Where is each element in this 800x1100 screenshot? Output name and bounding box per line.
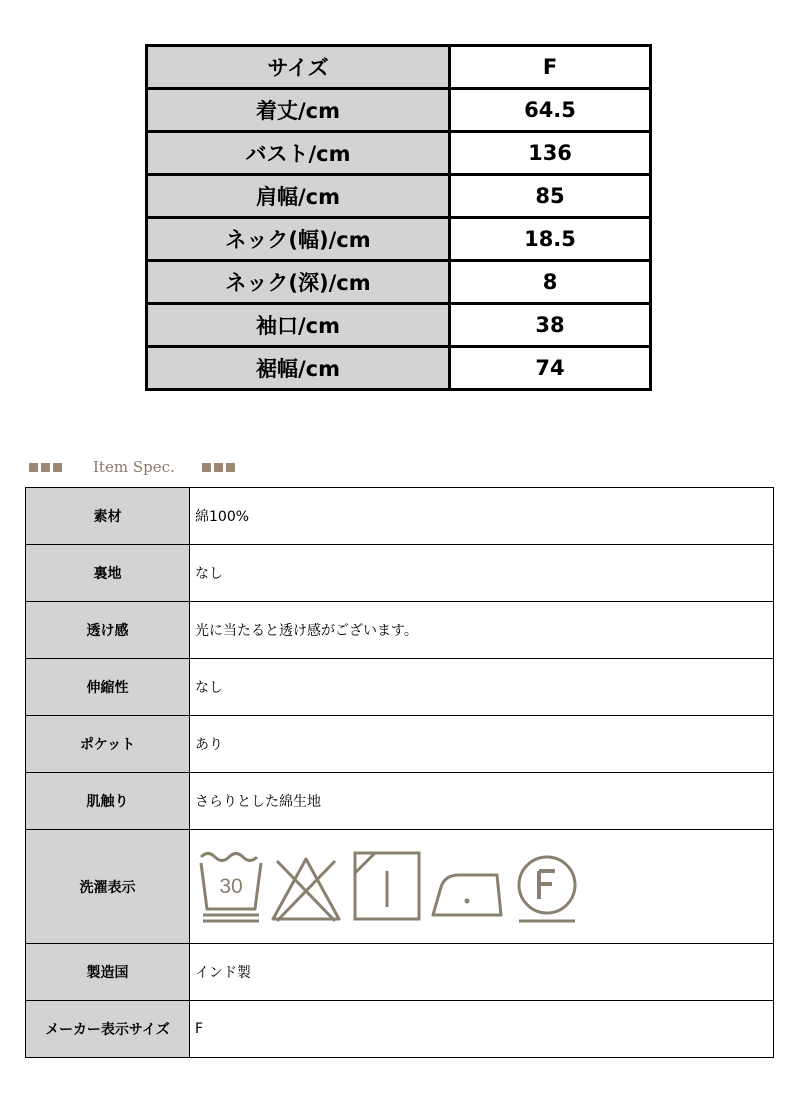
- size-header-row: [147, 46, 651, 89]
- wash-temperature: 30: [219, 874, 243, 898]
- size-row: [147, 175, 651, 218]
- size-row: [147, 218, 651, 261]
- spec-row-label: 素材: [26, 488, 190, 545]
- size-row-value: 85: [450, 175, 651, 218]
- item-spec-title: Item Spec.: [93, 458, 175, 476]
- spec-row-label: 肌触り: [26, 773, 190, 830]
- no-bleach-icon: [267, 847, 345, 927]
- spec-row-value: 光に当たると透け感がございます。: [190, 602, 774, 659]
- spec-row-value: あり: [190, 716, 774, 773]
- size-row-label: バスト/cm: [147, 132, 450, 175]
- spec-row-label: メーカー表示サイズ: [26, 1001, 190, 1058]
- spec-row-label: 透け感: [26, 602, 190, 659]
- size-header-label: サイズ: [147, 46, 450, 89]
- size-row-value: 136: [450, 132, 651, 175]
- spec-row-value: なし: [190, 545, 774, 602]
- spec-row-value: さらりとした綿生地: [190, 773, 774, 830]
- item-spec-heading: [29, 457, 235, 477]
- size-row-value: 64.5: [450, 89, 651, 132]
- spec-row: [26, 488, 774, 545]
- size-row-value: 38: [450, 304, 651, 347]
- spec-row-label: ポケット: [26, 716, 190, 773]
- heading-decoration-right: [202, 463, 235, 472]
- size-row: [147, 261, 651, 304]
- iron-low-icon: [425, 847, 507, 927]
- spec-row-value: なし: [190, 659, 774, 716]
- spec-table: [25, 487, 774, 1058]
- care-row: [26, 830, 774, 944]
- size-row-value: 74: [450, 347, 651, 390]
- spec-row: [26, 659, 774, 716]
- spec-row: [26, 773, 774, 830]
- care-label: 洗濯表示: [26, 830, 190, 944]
- line-dry-shade-icon: [345, 847, 425, 927]
- size-row-value: 8: [450, 261, 651, 304]
- spec-row: [26, 545, 774, 602]
- spec-row-value: F: [190, 1001, 774, 1058]
- spec-row-label: 製造国: [26, 944, 190, 1001]
- size-row-label: 肩幅/cm: [147, 175, 450, 218]
- size-row-label: 袖口/cm: [147, 304, 450, 347]
- spec-row: [26, 716, 774, 773]
- spec-row-label: 伸縮性: [26, 659, 190, 716]
- wash-30-gentle-icon: [195, 847, 267, 927]
- size-row-label: ネック(幅)/cm: [147, 218, 450, 261]
- spec-row-label: 裏地: [26, 545, 190, 602]
- size-header-value: F: [450, 46, 651, 89]
- size-row: [147, 89, 651, 132]
- size-row: [147, 304, 651, 347]
- size-row: [147, 347, 651, 390]
- size-row-value: 18.5: [450, 218, 651, 261]
- size-table: [145, 44, 652, 391]
- spec-row: [26, 602, 774, 659]
- size-row-label: ネック(深)/cm: [147, 261, 450, 304]
- dry-clean-f-icon: [507, 847, 587, 927]
- size-row-label: 裾幅/cm: [147, 347, 450, 390]
- spec-row: [26, 944, 774, 1001]
- care-symbols: [190, 830, 774, 944]
- spec-row: [26, 1001, 774, 1058]
- size-row-label: 着丈/cm: [147, 89, 450, 132]
- heading-decoration-left: [29, 463, 62, 472]
- spec-row-value: 綿100%: [190, 488, 774, 545]
- size-row: [147, 132, 651, 175]
- spec-row-value: インド製: [190, 944, 774, 1001]
